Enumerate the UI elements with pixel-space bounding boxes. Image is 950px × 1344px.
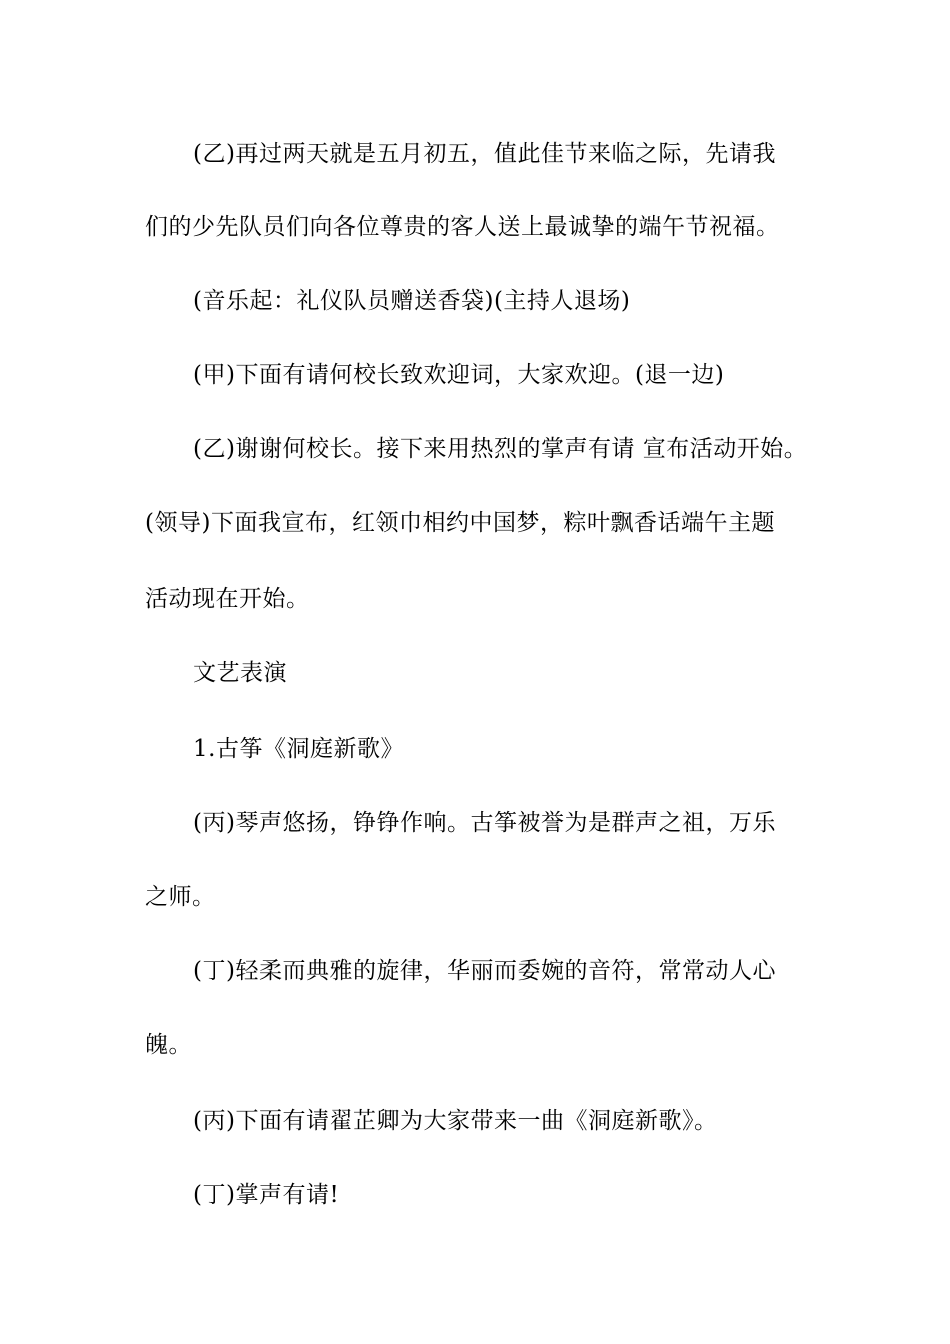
paragraph-line: (音乐起：礼仪队员赠送香袋)(主持人退场): [193, 288, 631, 314]
paragraph-line: (乙)谢谢何校长。接下来用热烈的掌声有请 宣布活动开始。: [193, 436, 808, 462]
paragraph-line: (丙)琴声悠扬，铮铮作响。古筝被誉为是群声之祖，万乐: [193, 810, 776, 836]
paragraph-line: 魄。: [145, 1032, 192, 1058]
paragraph-line: (丁)轻柔而典雅的旋律，华丽而委婉的音符，常常动人心: [193, 958, 776, 984]
paragraph-line: 活动现在开始。: [145, 586, 310, 612]
paragraph-line: (乙)再过两天就是五月初五，值此佳节来临之际，先请我: [193, 141, 776, 167]
section-heading: 文艺表演: [193, 660, 287, 686]
paragraph-line: (领导)下面我宣布，红领巾相约中国梦，粽叶飘香话端午主题: [145, 510, 775, 536]
program-item-title: 1.古筝《洞庭新歌》: [193, 736, 404, 762]
paragraph-line: (丁)掌声有请!: [193, 1182, 340, 1208]
paragraph-line: 们的少先队员们向各位尊贵的客人送上最诚挚的端午节祝福。: [145, 214, 780, 240]
paragraph-line: (丙)下面有请翟芷卿为大家带来一曲《洞庭新歌》。: [193, 1108, 718, 1134]
paragraph-line: 之师。: [145, 884, 216, 910]
paragraph-line: (甲)下面有请何校长致欢迎词，大家欢迎。(退一边): [193, 362, 725, 388]
